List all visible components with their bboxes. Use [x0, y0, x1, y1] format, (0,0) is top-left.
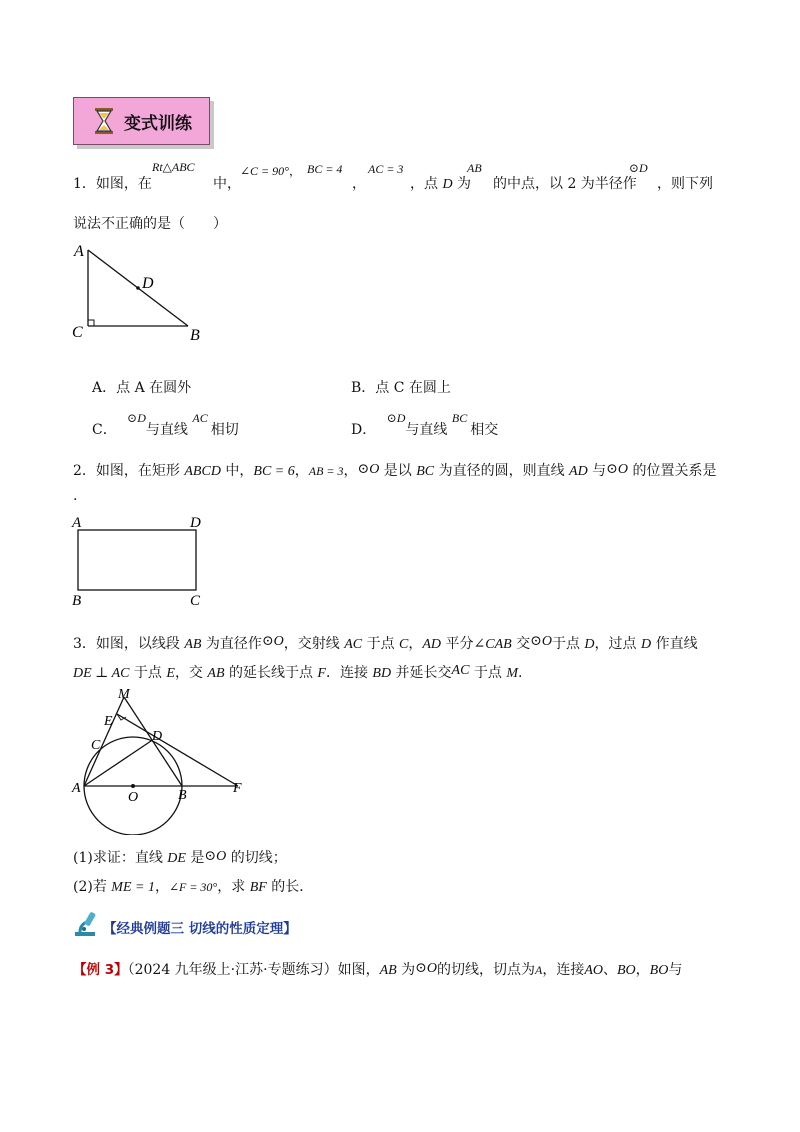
q2-stem-line2: . — [73, 488, 78, 504]
right-angle-mark — [88, 320, 94, 326]
q1-ab: AB — [467, 161, 482, 175]
label-a: A — [72, 515, 82, 531]
q1-stem-line1 — [73, 173, 152, 193]
q1-circle-d: ⊙D — [629, 161, 648, 175]
q3-stem-line2: DE ⊥ AC 于点 E，交 AB 的延长线于点 F．连接 BD 并延长交AC 于点 M. — [73, 663, 523, 681]
q1-text-radius: 的中点，以 2 为半径作 — [493, 176, 637, 192]
q1-rt-triangle: Rt△ABC — [152, 160, 195, 174]
point-d — [136, 286, 140, 290]
section-heading: 【经典例题三 切线的性质定理】 — [103, 921, 297, 937]
label-f: F — [233, 781, 242, 796]
q1-triangle-label — [152, 160, 195, 175]
rect-abcd — [78, 530, 196, 590]
point-o — [131, 784, 135, 788]
q3-sub2: (2)若 ME = 1，∠F = 30°，求 BF 的长． — [73, 879, 314, 895]
label-d: D — [152, 729, 163, 744]
q1-text: 如图，在 — [95, 176, 152, 192]
q1-stem-line2: 说法不正确的是（ ） — [73, 216, 227, 232]
example-3-stem: 【例 3】（2024 九年级上·江苏·专题练习）如图，AB 为⊙O的切线，切点为A，连接AO、BO，BO与 — [73, 961, 683, 978]
microscope-icon — [73, 910, 101, 938]
section-header-title: 变式训练 — [124, 113, 192, 134]
label-b: B — [178, 788, 187, 803]
label-c: C — [190, 593, 201, 609]
q2-stem-line1: 2．如图，在矩形 ABCD 中，BC = 6，AB = 3，⊙O 是以 BC 为直径的圆，则直线 AD 与⊙O 的位置关系是 — [73, 462, 717, 479]
q1-angle-c: ∠C = 90°， — [240, 164, 301, 178]
example-label: 【例 3】 — [73, 962, 128, 978]
label-b: B — [72, 593, 82, 609]
q1-triangle-figure — [66, 240, 216, 345]
q1-text-mid: 中， — [213, 176, 241, 192]
label-e: E — [104, 714, 113, 729]
q1-bc: BC = 4 — [307, 162, 343, 176]
q1-ac: AC = 3 — [368, 162, 404, 176]
q1-option-c[interactable]: C． ⊙D与直线 AC相切 — [92, 411, 239, 438]
label-a: A — [74, 243, 84, 260]
label-c: C — [91, 738, 101, 753]
label-a: A — [72, 781, 81, 796]
label-d: D — [142, 275, 154, 292]
label-c: C — [72, 324, 83, 341]
label-d: D — [190, 515, 201, 531]
q1-option-b[interactable]: B．点 C 在圆上 — [351, 380, 451, 396]
q2-rectangle-figure — [66, 512, 216, 610]
q1-option-a[interactable]: A．点 A 在圆外 — [92, 380, 192, 396]
q1-text-d: ，点 D 为 — [410, 176, 472, 192]
label-b: B — [190, 327, 200, 344]
hourglass-icon — [90, 106, 118, 136]
q3-stem-line1: 3．如图，以线段 AB 为直径作⊙O，交射线 AC 于点 C，AD 平分∠CAB 交⊙O于点 D，过点 D 作直线 — [73, 634, 698, 652]
q1-option-d[interactable]: D． ⊙D与直线 BC相交 — [351, 411, 499, 438]
label-o: O — [128, 790, 139, 805]
q1-comma: ， — [352, 176, 366, 192]
label-m: M — [118, 687, 130, 702]
line-ef — [117, 714, 238, 786]
q1-number: 1． — [73, 176, 96, 192]
q1-text-end: ，则下列 — [657, 176, 713, 192]
q3-sub1: (1)求证：直线 DE 是⊙O 的切线； — [73, 849, 287, 866]
q3-circle-figure — [66, 685, 256, 835]
section-header-box — [73, 97, 210, 145]
